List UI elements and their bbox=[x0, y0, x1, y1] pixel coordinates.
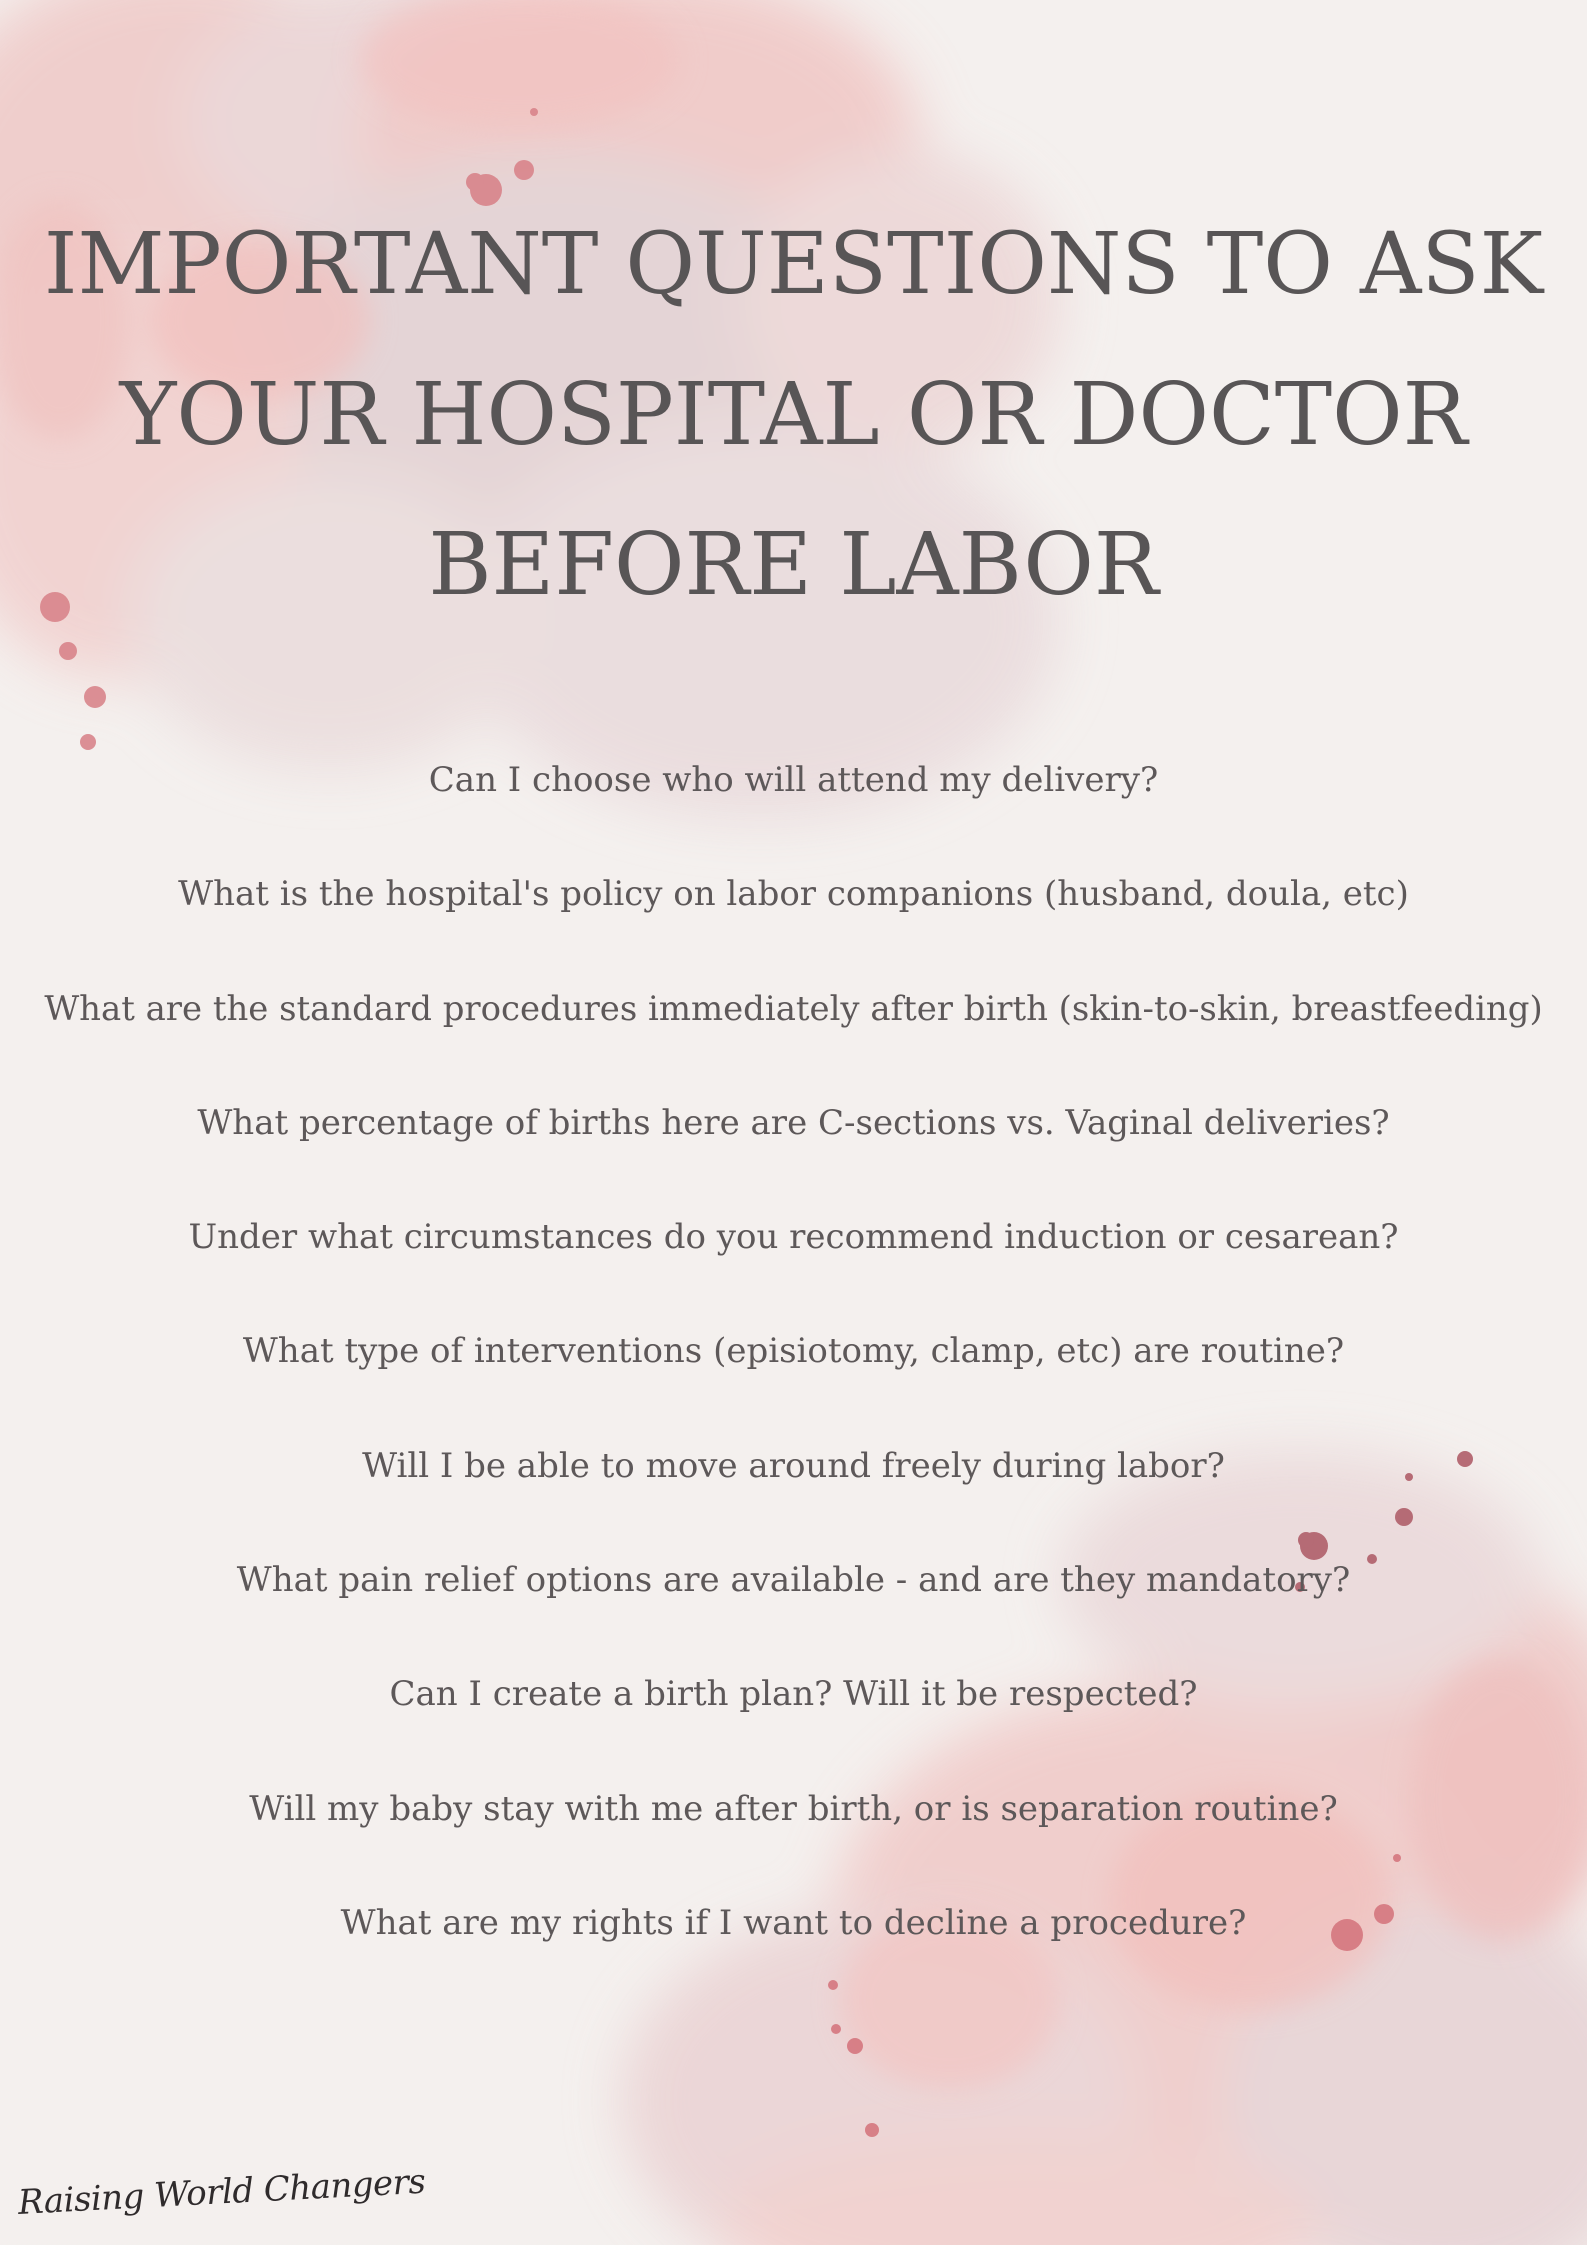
signature-logo: Raising World Changers bbox=[16, 2161, 427, 2223]
question-item: What type of interventions (episiotomy, clamp, etc) are routine? bbox=[242, 1331, 1345, 1372]
question-item: Can I create a birth plan? Will it be respected? bbox=[389, 1674, 1198, 1715]
title-line-1: IMPORTANT QUESTIONS TO ASK bbox=[43, 215, 1544, 314]
question-list bbox=[0, 755, 1587, 2012]
question-item: Will I be able to move around freely during labor? bbox=[362, 1445, 1225, 1486]
question-item: What are my rights if I want to decline a procedure? bbox=[340, 1902, 1247, 1943]
question-item: Will my baby stay with me after birth, or is separation routine? bbox=[249, 1788, 1338, 1829]
title-line-3: BEFORE LABOR bbox=[428, 515, 1159, 615]
question-item: What percentage of births here are C-sections vs. Vaginal deliveries? bbox=[197, 1102, 1390, 1143]
question-item: What are the standard procedures immediately after birth (skin-to-skin, breastfeeding) bbox=[44, 988, 1543, 1028]
question-item: What is the hospital's policy on labor companions (husband, doula, etc) bbox=[178, 874, 1409, 915]
page-title bbox=[0, 190, 1587, 640]
question-item: Can I choose who will attend my delivery? bbox=[428, 760, 1159, 800]
question-item: Under what circumstances do you recommend induction or cesarean? bbox=[188, 1217, 1399, 1258]
title-line-2: YOUR HOSPITAL OR DOCTOR bbox=[119, 365, 1468, 465]
question-item: What pain relief options are available - and are they mandatory? bbox=[236, 1560, 1351, 1601]
